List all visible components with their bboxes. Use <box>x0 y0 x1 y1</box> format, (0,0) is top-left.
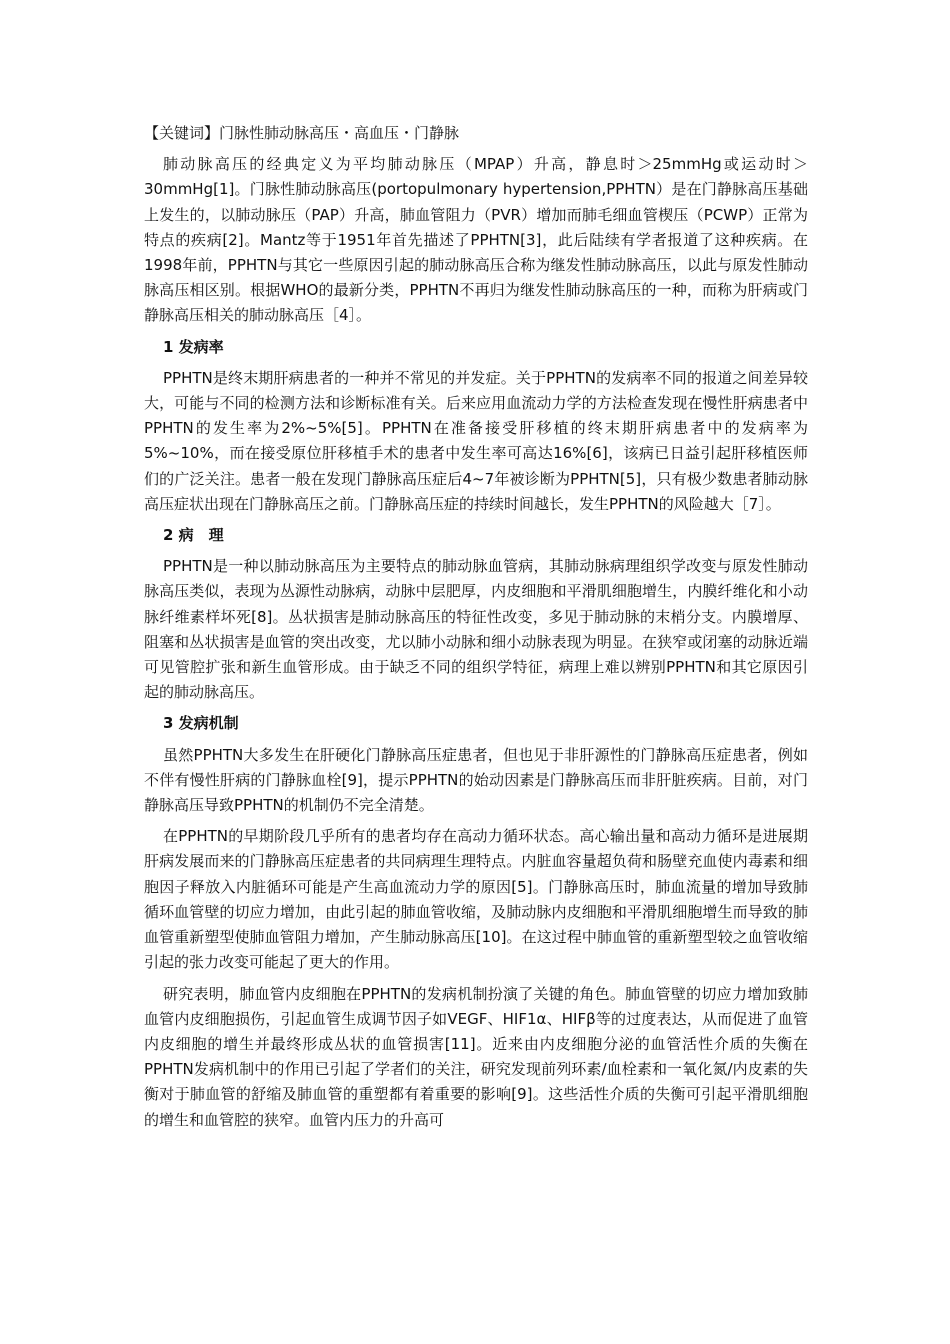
intro-paragraph: 肺动脉高压的经典定义为平均肺动脉压（MPAP）升高，静息时＞25mmHg或运动时＞30mmHg[1]。门脉性肺动脉高压(portopulmonary hypertension,PPHTN）是在门静脉高压基础上发生的，以肺动脉压（PAP）升高，肺血管阻力（PVR）增加而肺毛细血管楔压（PCWP）正常为特点的疾病[2]。Mantz等于1951年首先描述了PPHTN[3]，此后陆续有学者报道了这种疾病。在1998年前，PPHTN与其它一些原因引起的肺动脉高压合称为继发性肺动脉高压，以此与原发性肺动脉高压相区别。根据WHO的最新分类，PPHTN不再归为继发性肺动脉高压的一种，而称为肝病或门静脉高压相关的肺动脉高压［4］。 <box>144 155 808 325</box>
section-heading-mechanism: 3 发病机制 <box>163 714 239 733</box>
mechanism-paragraph-2: 在PPHTN的早期阶段几乎所有的患者均存在高动力循环状态。高心输出量和高动力循环是进展期肝病发展而来的门静脉高压症患者的共同病理生理特点。内脏血容量超负荷和肠壁充血使内毒素和细胞因子释放入内脏循环可能是产生高血流动力学的原因[5]。门静脉高压时，肺血流量的增加导致肺循环血管壁的切应力增加，由此引起的肺血管收缩，及肺动脉内皮细胞和平滑肌细胞增生而导致的肺血管重新塑型使肺血管阻力增加，产生肺动脉高压[10]。在这过程中肺血管的重新塑型较之血管收缩引起的张力改变可能起了更大的作用。 <box>144 827 808 972</box>
mechanism-paragraph-3: 研究表明，肺血管内皮细胞在PPHTN的发病机制扮演了关键的角色。肺血管壁的切应力增加致肺血管内皮细胞损伤，引起血管生成调节因子如VEGF、HIF1α、HIFβ等的过度表达，从而促进了血管内皮细胞的增生并最终形成丛状的血管损害[11]。近来由内皮细胞分泌的血管活性介质的失衡在PPHTN发病机制中的作用已引起了学者们的关注，研究发现前列环素/血栓素和一氧化氮/内皮素的失衡对于肺血管的舒缩及肺血管的重塑都有着重要的影响[9]。这些活性介质的失衡可引起平滑肌细胞的增生和血管腔的狭窄。血管内压力的升高可 <box>144 984 808 1129</box>
pathology-paragraph: PPHTN是一种以肺动脉高压为主要特点的肺动脉血管病，其肺动脉病理组织学改变与原发性肺动脉高压类似，表现为丛源性动脉病，动脉中层肥厚，内皮细胞和平滑肌细胞增生，内膜纤维化和小动脉纤维素样坏死[8]。丛状损害是肺动脉高压的特征性改变，多见于肺动脉的末梢分支。内膜增厚、阻塞和丛状损害是血管的突出改变，尤以肺小动脉和细小动脉表现为明显。在狭窄或闭塞的动脉近端可见管腔扩张和新生血管形成。由于缺乏不同的组织学特征，病理上难以辨别PPHTN和其它原因引起的肺动脉高压。 <box>144 557 808 702</box>
section-heading-pathology: 2 病 理 <box>163 526 224 545</box>
mechanism-paragraph-1: 虽然PPHTN大多发生在肝硬化门静脉高压症患者，但也见于非肝源性的门静脉高压症患者，例如不伴有慢性肝病的门静脉血栓[9]，提示PPHTN的始动因素是门静脉高压而非肝脏疾病。目前，对门静脉高压导致PPHTN的机制仍不完全清楚。 <box>144 745 808 815</box>
incidence-paragraph: PPHTN是终末期肝病患者的一种并不常见的并发症。关于PPHTN的发病率不同的报道之间差异较大，可能与不同的检测方法和诊断标准有关。后来应用血流动力学的方法检查发现在慢性肝病患者中PPHTN的发生率为2%~5%[5]。PPHTN在准备接受肝移植的终末期肝病患者中的发病率为5%~10%，而在接受原位肝移植手术的患者中发生率可高达16%[6]，该病已日益引起肝移植医师们的广泛关注。患者一般在发现门静脉高压症后4~7年被诊断为PPHTN[5]，只有极少数患者肺动脉高压症状出现在门静脉高压之前。门静脉高压症的持续时间越长，发生PPHTN的风险越大［7］。 <box>144 368 808 513</box>
section-heading-incidence: 1 发病率 <box>163 337 224 356</box>
keywords-line: 【关键词】门脉性肺动脉高压・高血压・门静脉 <box>144 124 460 142</box>
article-body <box>144 121 808 1139</box>
